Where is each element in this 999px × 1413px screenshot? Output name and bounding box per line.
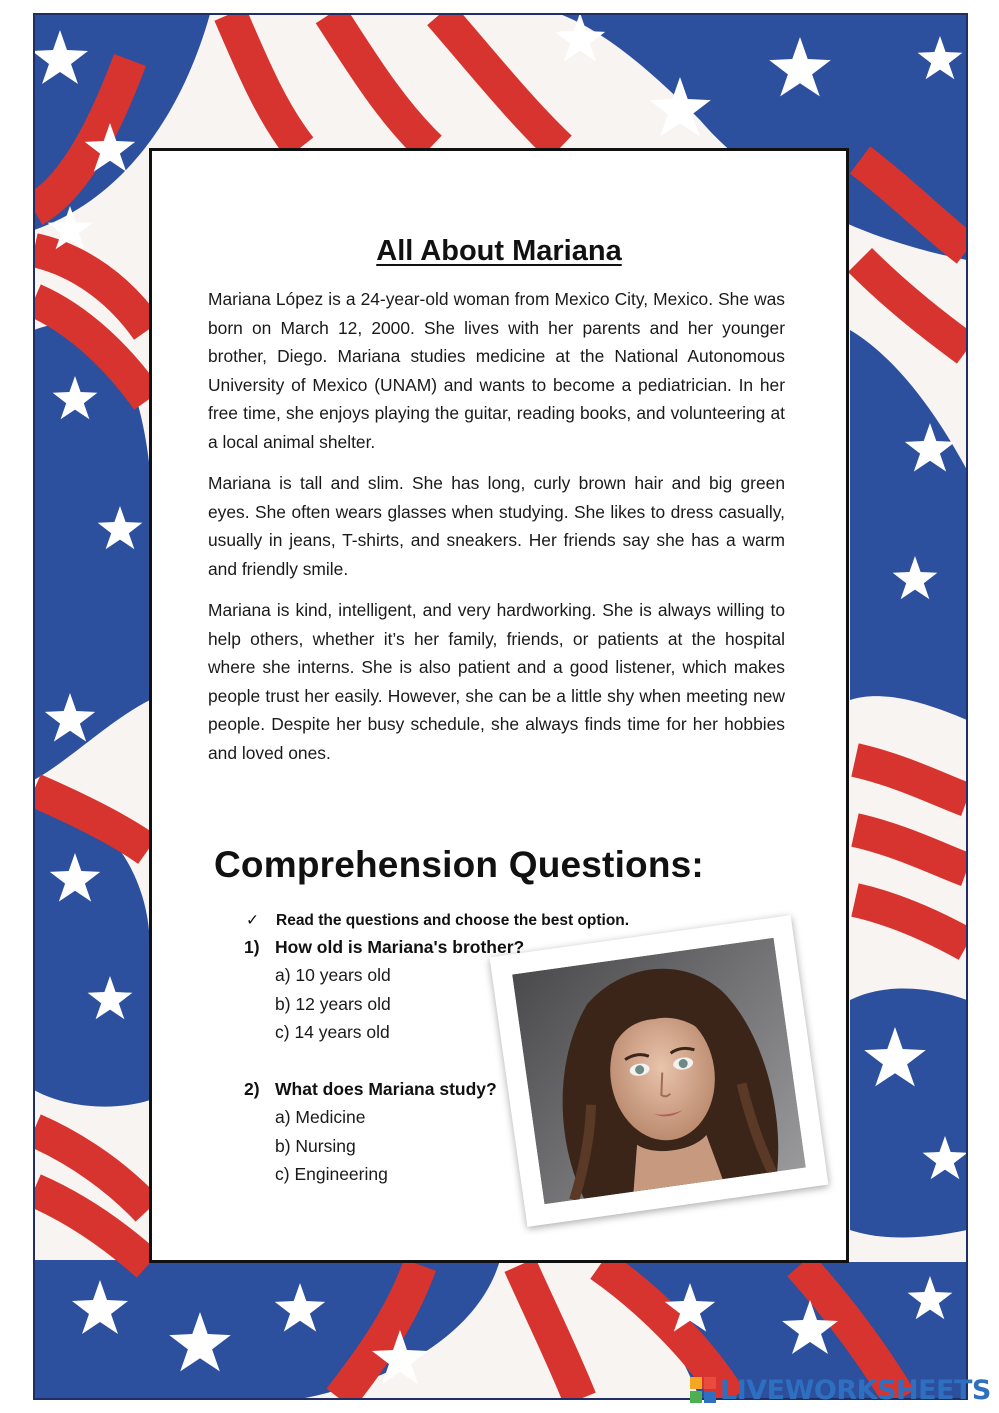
question-2-option-c[interactable]: c) Engineering <box>275 1164 388 1184</box>
reading-paragraph-1: Mariana López is a 24-year-old woman from Mexico City, Mexico. She was born on March 12, 2000. She lives with her parents and her younger brother, Diego. Mariana studies medicine at the National Autonomous University of Mexico (UNAM) and wants to become a pediatrician. In her free time, she enjoys playing the guitar, reading books, and volunteering at a local animal shelter. <box>208 289 785 452</box>
question-2-option-b[interactable]: b) Nursing <box>275 1136 356 1156</box>
question-1-option-a[interactable]: a) 10 years old <box>275 965 391 985</box>
watermark-text: LIVEWORKSHEETS <box>720 1374 991 1406</box>
question-number: 2) <box>244 1079 260 1099</box>
question-2-option-a[interactable]: a) Medicine <box>275 1107 366 1127</box>
question-1-option-c[interactable]: c) 14 years old <box>275 1022 390 1042</box>
portrait-photo-frame <box>490 915 829 1227</box>
question-text: What does Mariana study? <box>275 1079 497 1099</box>
watermark <box>690 1374 991 1406</box>
question-1 <box>244 937 524 958</box>
question-text: How old is Mariana's brother? <box>275 937 525 957</box>
reading-paragraph-3: Mariana is kind, intelligent, and very hardworking. She is always willing to help others, whether it’s her family, friends, or patients at the hospital where she interns. She is also patient and a good listener, which makes people trust her easily. However, she can be a little shy when meeting new people. Despite her busy schedule, she always finds time for her hobbies and loved ones. <box>208 600 785 763</box>
question-2 <box>244 1079 497 1100</box>
reading-paragraph-2: Mariana is tall and slim. She has long, curly brown hair and big green eyes. She often wears glasses when studying. She likes to dress casually, usually in jeans, T-shirts, and sneakers. Her friends say she has a warm and friendly smile. <box>208 473 785 579</box>
comprehension-heading: Comprehension Questions: <box>214 844 704 885</box>
question-1-option-b[interactable]: b) 12 years old <box>275 994 391 1014</box>
question-number: 1) <box>244 937 260 957</box>
page-title: All About Mariana <box>376 235 622 267</box>
portrait-photo-icon <box>512 938 806 1204</box>
instruction-text: Read the questions and choose the best option. <box>276 912 630 929</box>
instruction-line <box>246 911 629 930</box>
check-mark-icon: ✓ <box>246 912 259 929</box>
liveworksheets-logo-icon <box>690 1377 716 1403</box>
